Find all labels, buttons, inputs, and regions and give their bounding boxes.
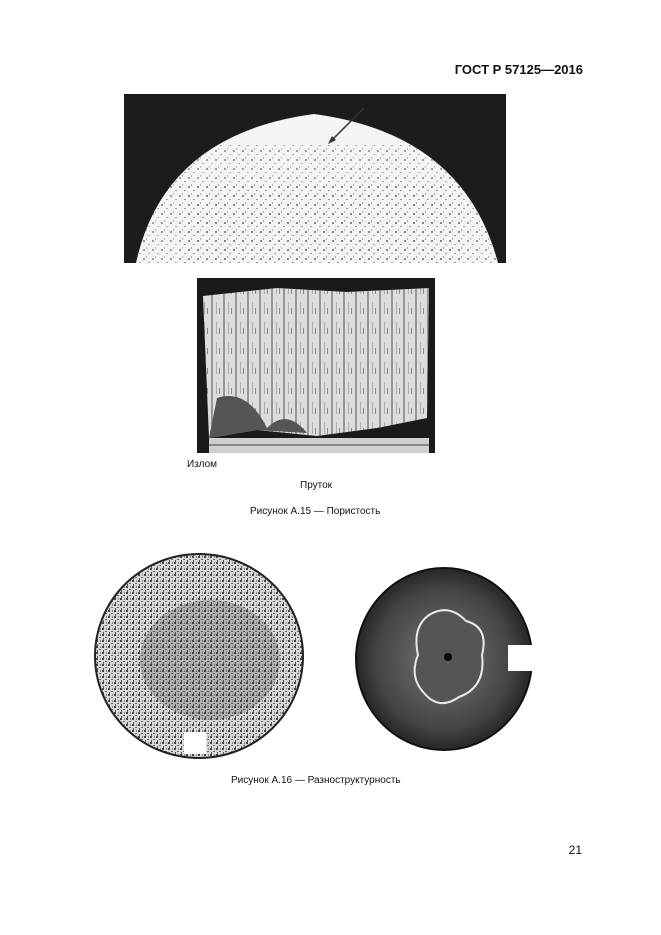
photo-disc-left bbox=[90, 550, 308, 762]
photo-disc-right bbox=[354, 565, 538, 755]
document-code: ГОСТ Р 57125—2016 bbox=[454, 62, 583, 77]
caption-figure-a15: Рисунок А.15 — Пористость bbox=[250, 506, 381, 517]
photo-bar-cross-section bbox=[124, 94, 506, 263]
photo-fracture-surface bbox=[197, 278, 435, 453]
label-bar: Пруток bbox=[300, 480, 333, 491]
page-number: 21 bbox=[568, 843, 582, 857]
caption-figure-a16: Рисунок А.16 — Разноструктурность bbox=[231, 775, 401, 786]
label-fracture: Излом bbox=[187, 459, 218, 470]
